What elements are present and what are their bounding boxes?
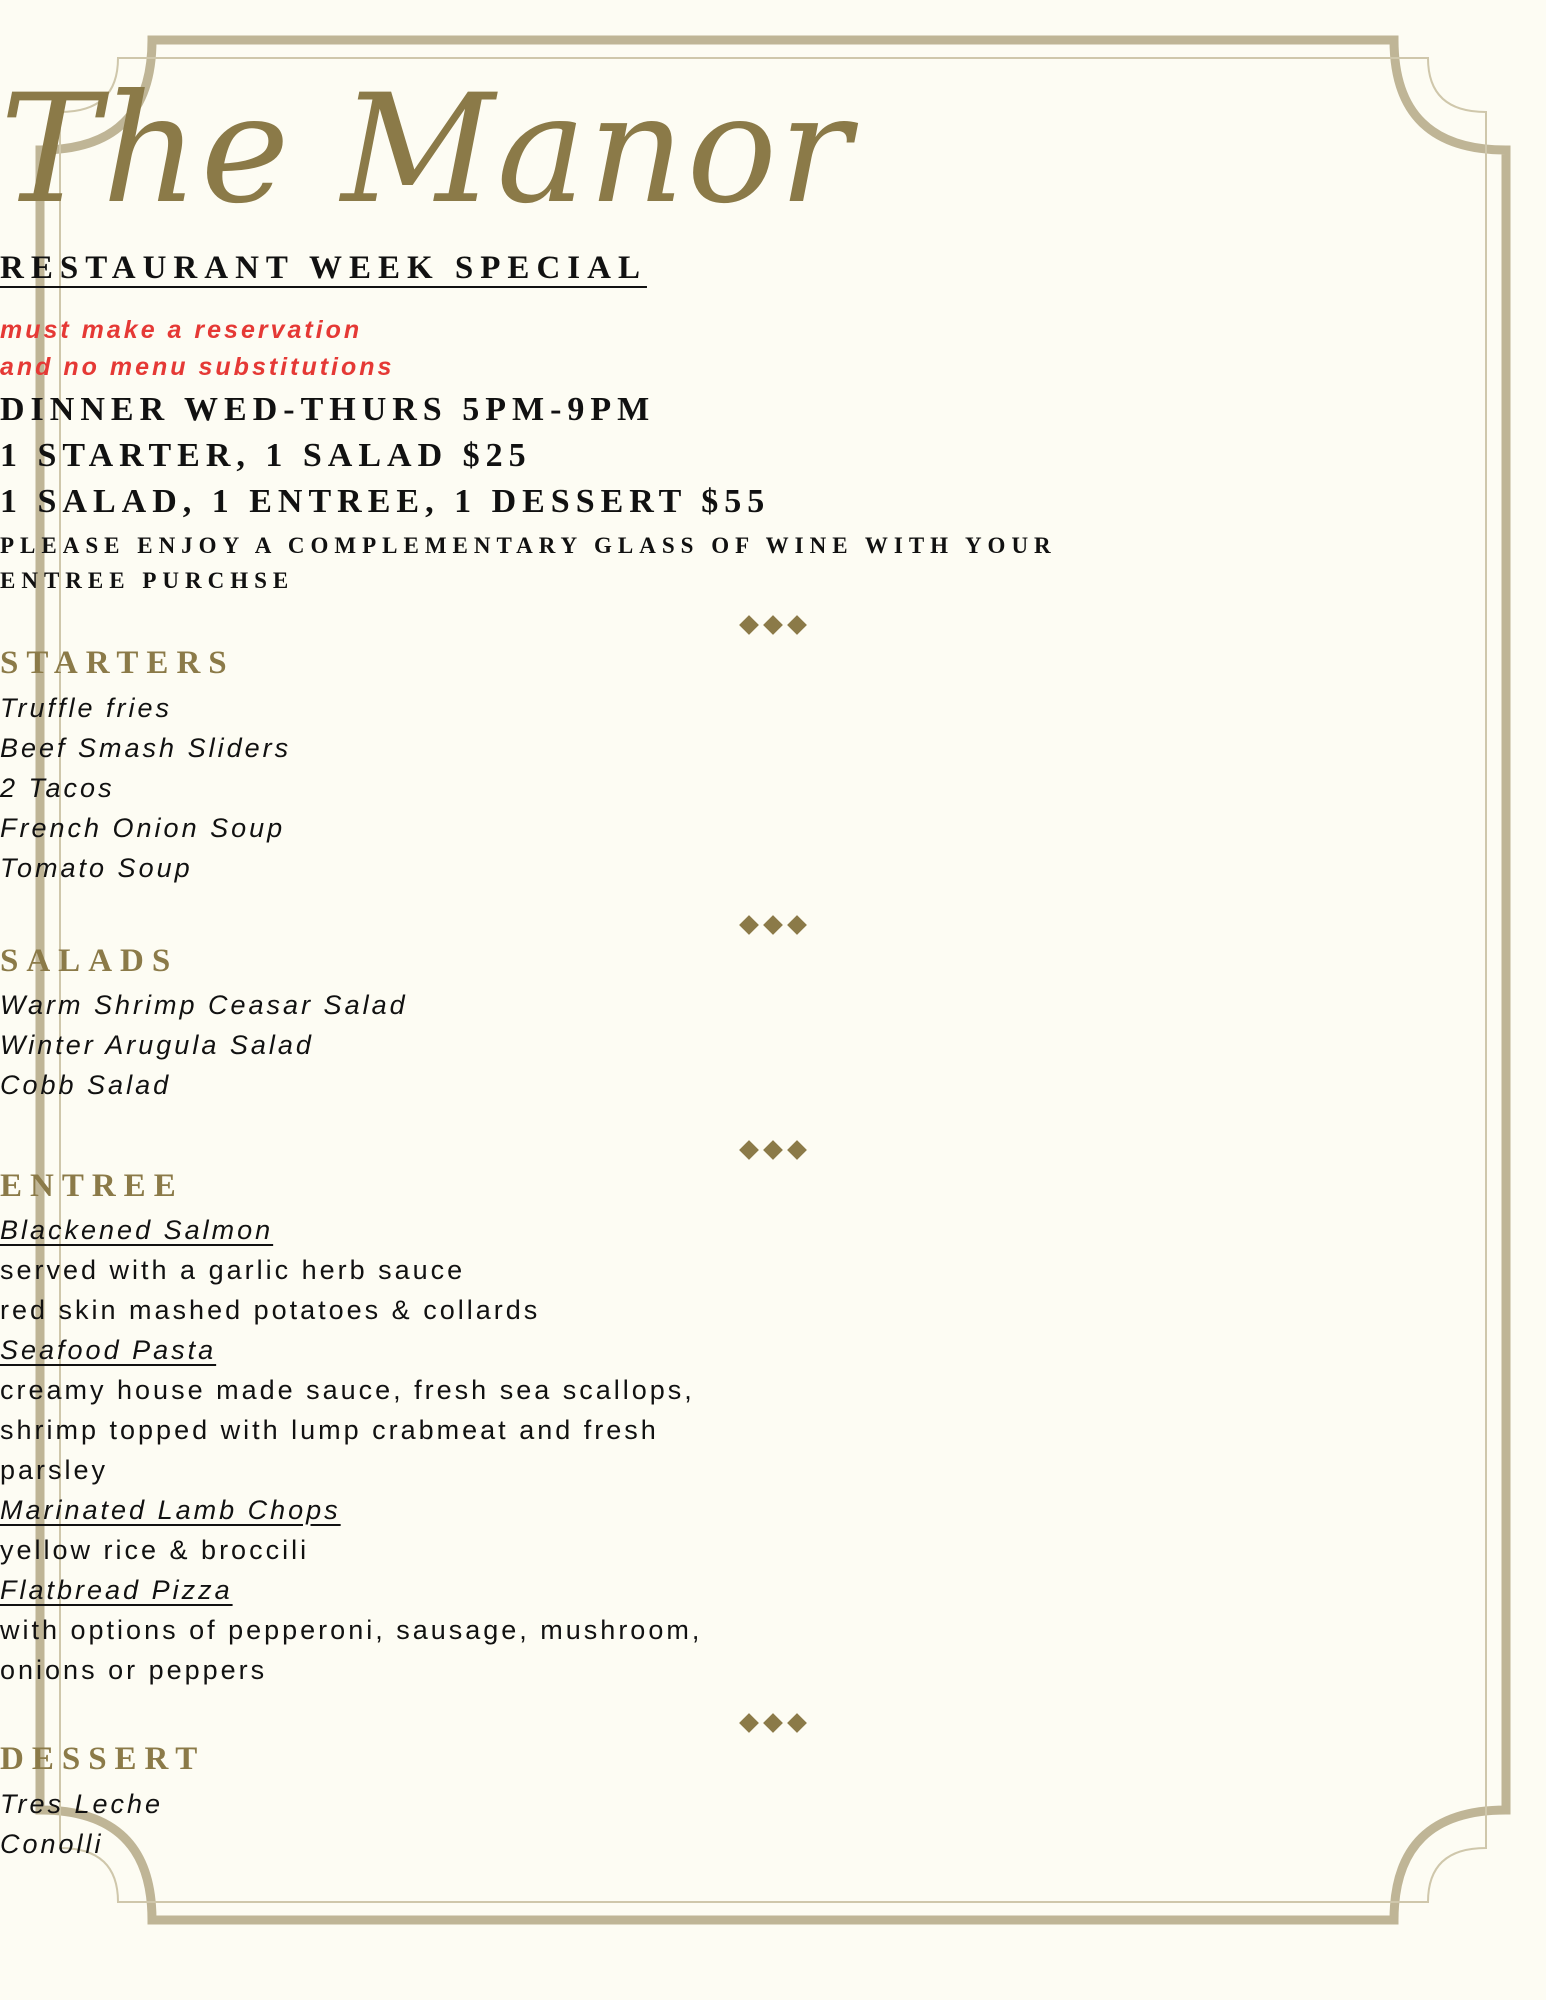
entree-item-name: Seafood Pasta [0,1335,217,1365]
entree-item-name: Marinated Lamb Chops [0,1495,341,1525]
diamond-ornament-icon [0,1137,1546,1167]
entree-item-name: Blackened Salmon [0,1215,274,1245]
dessert-heading: DESSERT [0,1741,206,1777]
diamond-ornament-icon [0,1710,1546,1740]
list-item: Tres Leche [0,1789,164,1819]
list-item: 2 Tacos [0,773,115,803]
list-item: Beef Smash Sliders [0,733,292,763]
list-item: Truffle fries [0,693,173,723]
entree-item-description: parsley [0,1455,109,1485]
list-item: Tomato Soup [0,853,193,883]
restaurant-name: The Manor [0,63,853,237]
offer-starter-salad: 1 STARTER, 1 SALAD $25 [0,437,532,474]
entree-item-description: red skin mashed potatoes & collards [0,1295,541,1325]
entree-heading: ENTREE [0,1168,184,1204]
wine-offer-line-1: PLEASE ENJOY A COMPLEMENTARY GLASS OF WINE WITH YOUR [0,533,1057,558]
entree-item-description: yellow rice & broccili [0,1535,310,1565]
reservation-note: must make a reservation [0,316,363,344]
salads-list [0,985,1546,1105]
entree-list [0,1210,1546,1690]
list-item: French Onion Soup [0,813,286,843]
entree-item-description: onions or peppers [0,1655,268,1685]
substitution-note: and no menu substitutions [0,353,395,381]
list-item: Conolli [0,1829,104,1859]
entree-item-description: creamy house made sauce, fresh sea scallops, [0,1375,695,1405]
dinner-hours: DINNER WED-THURS 5PM-9PM [0,391,656,428]
entree-item-description: shrimp topped with lump crabmeat and fresh [0,1415,659,1445]
special-heading [0,250,1546,287]
list-item: Warm Shrimp Ceasar Salad [0,990,408,1020]
diamond-ornament-icon [0,612,1546,642]
diamond-ornament-icon [0,912,1546,942]
list-item: Winter Arugula Salad [0,1030,314,1060]
offer-three-course: 1 SALAD, 1 ENTREE, 1 DESSERT $55 [0,483,771,520]
dessert-list [0,1784,1546,1864]
entree-item-name: Flatbread Pizza [0,1575,233,1605]
wine-offer-line-2: ENTREE PURCHSE [0,568,295,593]
entree-item-description: with options of pepperoni, sausage, mushroom, [0,1615,703,1645]
starters-list [0,688,1546,888]
special-heading-text: RESTAURANT WEEK SPECIAL [0,250,647,286]
salads-heading: SALADS [0,943,179,979]
entree-item-description: served with a garlic herb sauce [0,1255,466,1285]
starters-heading: STARTERS [0,645,235,681]
list-item: Cobb Salad [0,1070,172,1100]
